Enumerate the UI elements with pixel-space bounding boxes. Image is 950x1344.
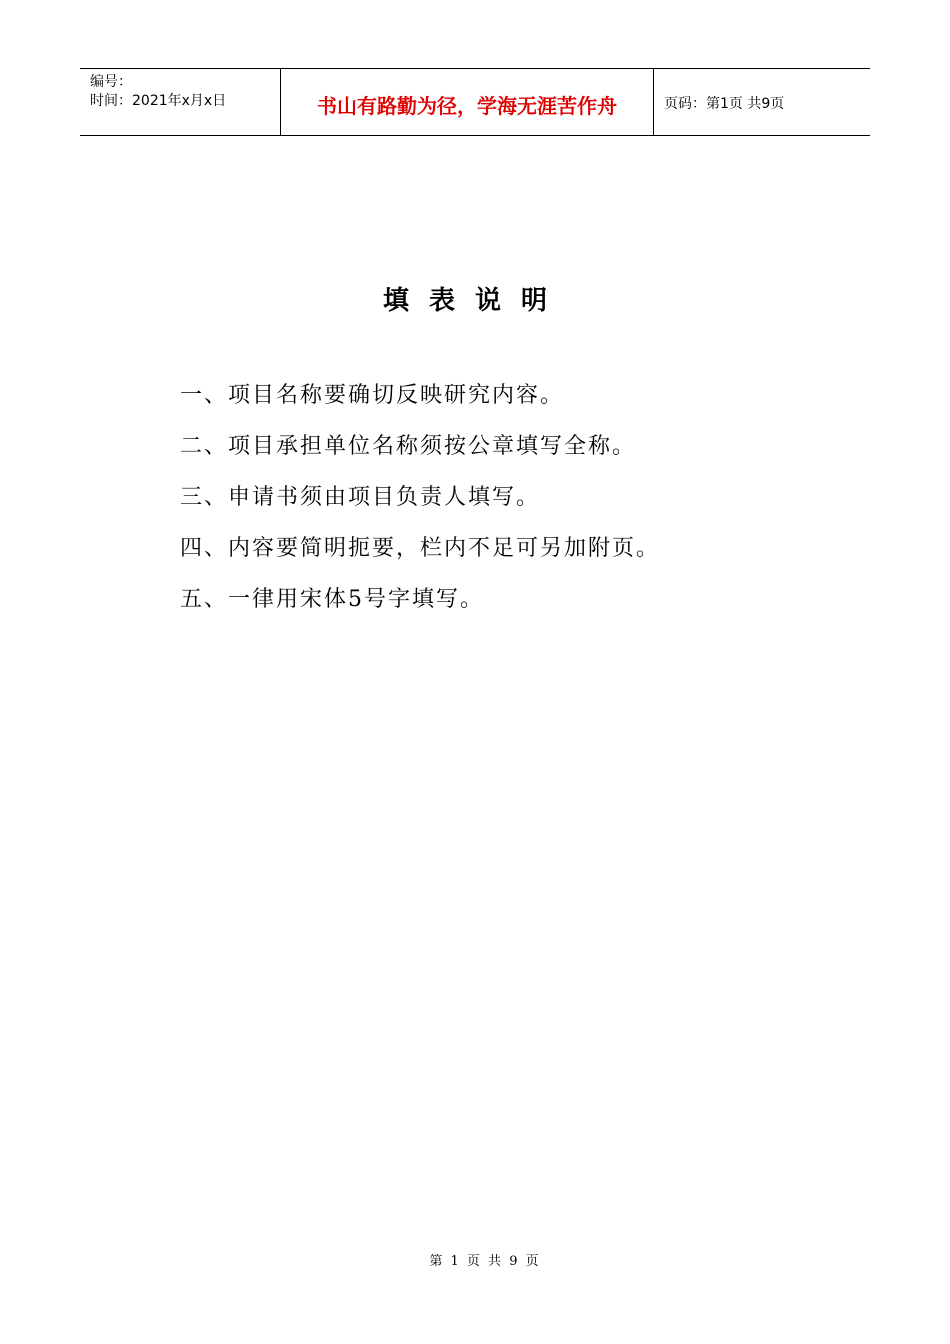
header-motto: 书山有路勤为径，学海无涯苦作舟 [281,69,654,135]
instruction-item: 四、内容要简明扼要，栏内不足可另加附页。 [180,536,661,561]
page-title: 填表说明 [382,286,567,316]
instruction-item: 三、申请书须由项目负责人填写。 [180,485,541,510]
document-header [80,68,870,136]
header-meta-cell [80,69,281,135]
instruction-item: 二、项目承担单位名称须按公章填写全称。 [180,434,637,459]
document-number-label: 编号： [90,74,132,90]
header-page-info: 页码：第1页 共9页 [664,96,785,112]
instruction-item: 五、一律用宋体5号字填写。 [180,587,484,612]
instruction-list [180,376,660,631]
page-footer: 第 1 页 共 9 页 [429,1254,541,1269]
instruction-item: 一、项目名称要确切反映研究内容。 [180,383,565,408]
document-date-label: 时间：2021年x月x日 [90,93,227,109]
